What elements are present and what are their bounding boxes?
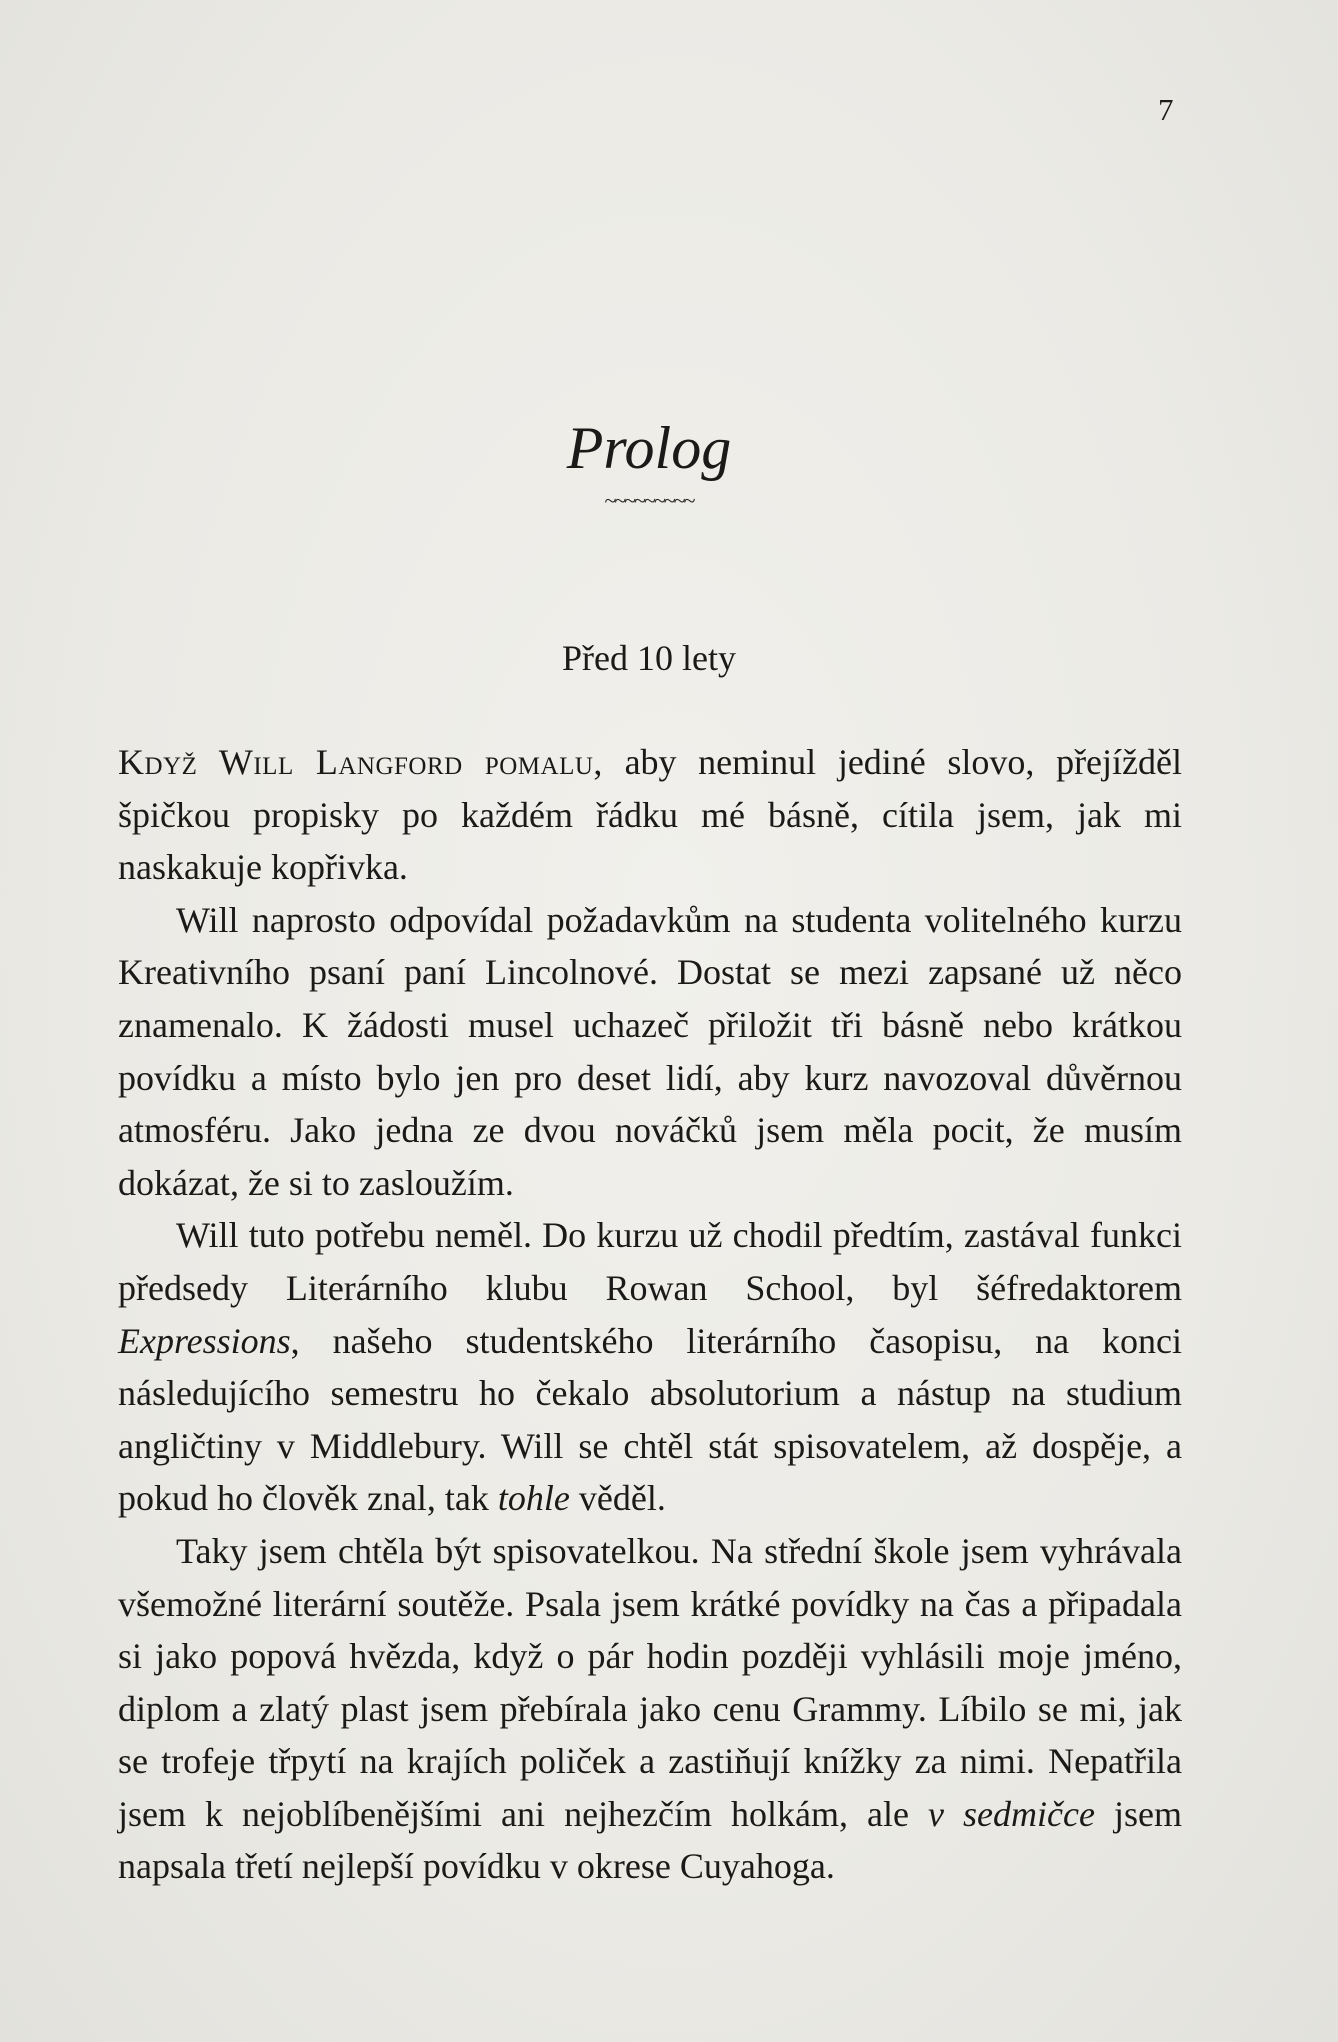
chapter-subtitle: Před 10 lety: [562, 638, 736, 678]
paragraph-lead-smallcaps: Když Will Langford pomalu,: [118, 742, 603, 782]
paragraph-3-text-a: Will tuto potřebu neměl. Do kurzu už chodil předtím, zastával funkci předsedy Literárního klubu Rowan School, byl šéfredaktorem: [118, 1215, 1182, 1308]
paragraph-3: [118, 1209, 1182, 1525]
page-number: 7: [1158, 92, 1174, 127]
italic-emphasis: tohle: [497, 1478, 570, 1519]
paragraph-2: [118, 894, 1182, 1210]
chapter-title: Prolog: [566, 415, 732, 481]
italic-magazine-title: Expressions: [118, 1320, 291, 1361]
paragraph-4-text-b: jsem napsala třetí nejlepší povídku v okrese Cuyahoga.: [118, 1793, 1182, 1887]
paragraph-4: [118, 1525, 1182, 1893]
paragraph-3-text-c: věděl.: [569, 1478, 666, 1519]
paragraph-1: [118, 736, 1182, 894]
paragraph-1-text: aby neminul jediné slovo, přejížděl špičkou propisky po každém řádku mé básně, cítila jsem, jak mi naskakuje kopřivka.: [118, 742, 1182, 888]
body-text: [118, 736, 1182, 1893]
paragraph-2-text: Will naprosto odpovídal požadavkům na studenta volitelného kurzu Kreativního psaní paní Lincolnové. Dostat se mezi zapsané už něco znamenalo. K žádosti musel uchazeč přiložit tři básně nebo krátkou povídku a místo bylo jen pro deset lidí, aby kurz navozoval důvěrnou atmosféru. Jako jedna ze dvou nováčků jsem měla pocit, že musím dokázat, že si to zasloužím.: [118, 899, 1182, 1203]
paragraph-3-text-b: , našeho studentského literárního časopisu, na konci následujícího semestru ho čekalo absolutorium a nástup na studium angličtiny v Middlebury. Will se chtěl stát spisovatelem, až dospěje, a pokud ho člověk znal, tak: [118, 1320, 1182, 1519]
italic-emphasis: v sedmičce: [928, 1793, 1095, 1834]
title-ornament: ~~~~~~~~~: [604, 488, 694, 513]
paragraph-4-text-a: Taky jsem chtěla být spisovatelkou. Na střední škole jsem vyhrávala všemožné literární soutěže. Psala jsem krátké povídky na čas a připadala si jako popová hvězda, když o pár hodin později vyhlásili moje jméno, diplom a zlatý plast jsem přebírala jako cenu Grammy. Líbilo se mi, jak se trofeje třpytí na krajích poliček a zastiňují knížky za nimi. Nepatřila jsem k nejoblíbenějšími ani nejhezčím holkám, ale: [118, 1530, 1182, 1834]
